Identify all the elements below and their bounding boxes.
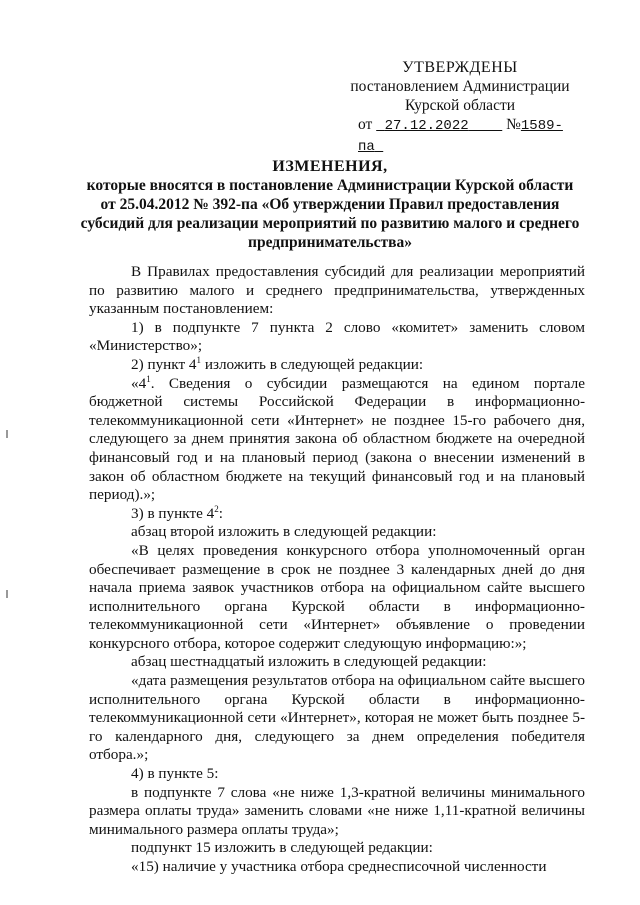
paragraph-abzac-2: абзац второй изложить в следующей редакции:: [131, 523, 437, 541]
approval-line-1: постановлением Администрации: [350, 78, 570, 95]
approval-stamp: [340, 58, 580, 157]
number-prefix: №: [506, 116, 521, 133]
title-line-2: которые вносятся в постановление Администрации Курской области: [86, 177, 574, 194]
paragraph-item-2-text: «$4^1$. Сведения о субсидии размещаются на едином портале бюджетной системы Российской Федерации в информационно-телекоммуникационной сети «Интернет» не позднее 15-го рабочего дня, следующего за днем принятия закона об областном бюджете на очередной финансовый год и на плановый период (закона о внесении изменений в закон об областном бюджете на текущий финансовый год и на плановый период).»;: [89, 373, 585, 504]
approval-number: 1589-па: [358, 118, 563, 155]
title-line-5: предпринимательства»: [248, 234, 412, 251]
document-body: [89, 263, 585, 877]
title-line-4: субсидий для реализации мероприятий по развитию малого и среднего: [80, 215, 580, 232]
paragraph-item-3: 3) в пункте $4^2$:: [131, 503, 223, 522]
approval-line-2: Курской области: [404, 97, 516, 114]
date-prefix: от: [358, 116, 373, 133]
paragraph-abzac-16: абзац шестнадцатый изложить в следующей редакции:: [131, 653, 487, 671]
approval-date-row: [340, 115, 580, 157]
paragraph-item-2: 2) пункт $4^1$ изложить в следующей редакции:: [131, 354, 424, 373]
paragraph-item-4: 4) в пункте 5:: [131, 765, 219, 783]
document-title: [60, 157, 600, 252]
title-line-1: ИЗМЕНЕНИЯ,: [272, 158, 388, 175]
paragraph-intro: В Правилах предоставления субсидий для реализации мероприятий по развитию малого и среднего предпринимательства, утвержденных указанным постановлением:: [89, 263, 585, 318]
paragraph-subitem-7: в подпункте 7 слова «не ниже 1,3-кратной величины минимального размера оплаты труда» заменить словами «не ниже 1,11-кратной величины минимального размера оплаты труда»;: [89, 783, 585, 838]
approval-date: 27.12.2022: [384, 118, 469, 134]
paragraph-abzac-2-text: «В целях проведения конкурсного отбора уполномоченный орган обеспечивает размещение в срок не позднее 3 календарных дней до дня начала приема заявок участников отбора на официальном сайте высшего исполнительного органа Курской области в информационно-телекоммуникационной сети «Интернет» объявление о проведении конкурсного отбора, которое содержит следующую информацию:»;: [89, 541, 585, 652]
title-line-3: от 25.04.2012 № 392-па «Об утверждении Правил предоставления: [100, 196, 560, 213]
paragraph-abzac-16-text: «дата размещения результатов отбора на официальном сайте высшего исполнительного органа Курской области в информационно-телекоммуникационной сети «Интернет», которая не может быть позднее 5-го календарного дня, следующего за днем определения победителя отбора.»;: [89, 672, 585, 764]
paragraph-subitem-15: подпункт 15 изложить в следующей редакции:: [131, 839, 433, 857]
paragraph-subitem-15-text: «15) наличие у участника отбора среднесписочной численности: [131, 858, 547, 875]
scan-margin-mark: [6, 430, 8, 438]
paragraph-item-1: 1) в подпункте 7 пункта 2 слово «комитет» заменить словом «Министерство»;: [89, 318, 585, 355]
scan-margin-mark: [6, 590, 8, 598]
approval-heading: УТВЕРЖДЕНЫ: [402, 59, 518, 76]
